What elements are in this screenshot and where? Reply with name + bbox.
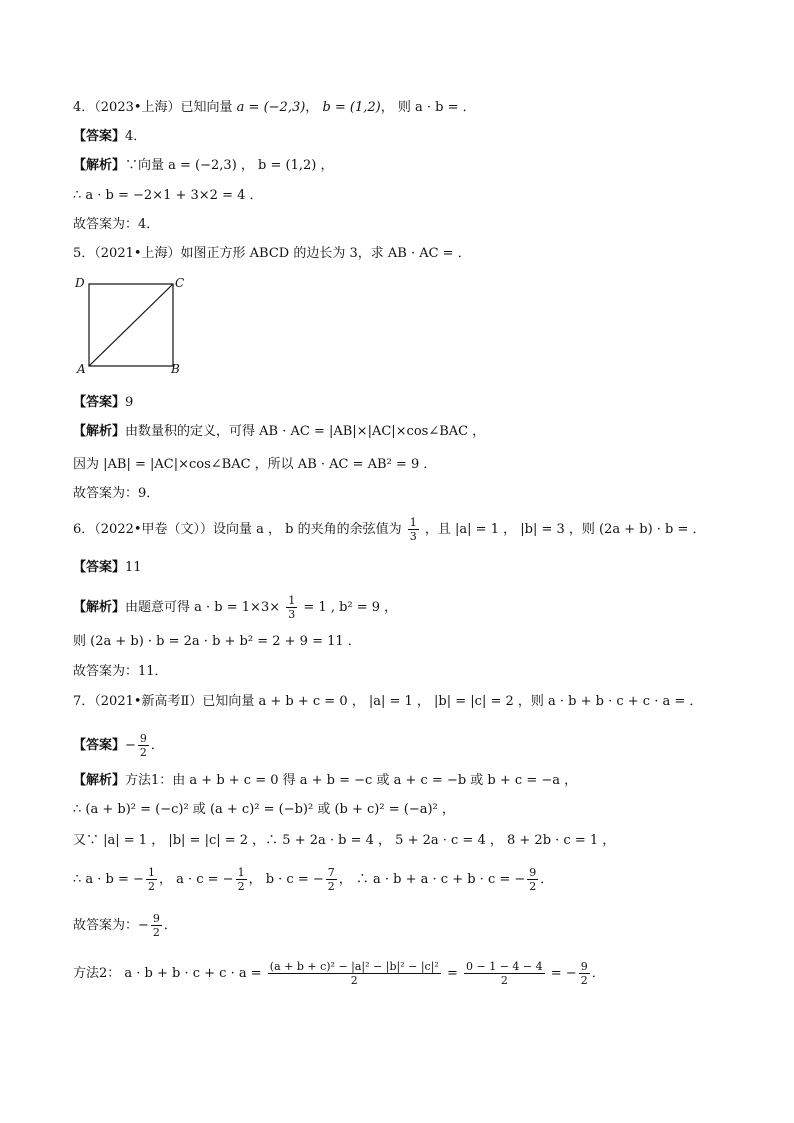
square-figure [73, 274, 193, 378]
q5-final: 故答案为：9． [73, 486, 160, 501]
frac-den: 2 [500, 974, 508, 987]
q6-analysis [73, 594, 397, 621]
frac-num: 0 − 1 − 4 − 4 [466, 960, 543, 973]
q7-analysis [73, 772, 577, 790]
analysis-label: 【解析】 [73, 424, 126, 439]
q6-stem-suffix: ，且 |a| = 1 ， |b| = 3 ，则 (2a + b) · b = ． [424, 522, 706, 537]
frac-num: 1 [288, 594, 296, 607]
frac-num: 1 [237, 866, 245, 879]
analysis-label: 【解析】 [73, 773, 126, 788]
q7-method2-fraction3 [579, 960, 590, 987]
analysis-label: 【解析】 [73, 158, 126, 173]
frac-num: 1 [409, 516, 417, 529]
q6-final: 故答案为：11． [73, 664, 168, 679]
frac-den: 3 [288, 608, 296, 621]
frac-den: 2 [327, 880, 335, 893]
q7-method1-line4 [73, 866, 553, 893]
label-b: B [171, 362, 180, 376]
q7-method1-line2: ∴ (a + b)² = (−c)² 或 (a + c)² = (−b)² 或 (b + c)² = (−a)² ， [73, 802, 455, 817]
q4-vector-a: a = (−2,3) [236, 100, 306, 115]
q4-analysis [73, 157, 333, 175]
q7-bc-label: ， b · c = − [248, 872, 324, 887]
q6-analysis-prefix: 由题意可得 a · b = 1×3× [125, 600, 281, 615]
q7-method2-prefix: 方法2： a · b + b · c + c · a = [73, 966, 262, 981]
q4-stem: 4．（2023•上海）已知向量 a = (−2,3)， b = (1,2)， 则 a · b = ． [73, 100, 476, 115]
q7-sum-label: ， ∴ a · b + a · c + b · c = − [338, 872, 526, 887]
label-c: C [175, 276, 185, 290]
frac-num: 1 [147, 866, 155, 879]
label-d: D [75, 276, 85, 290]
q7-stem: 7．（2021•新高考Ⅱ）已知向量 a + b + c = 0 ， |a| = 1 ， |b| = |c| = 2 ，则 a · b + b · c + c · a = ． [73, 694, 703, 709]
q7-method2-fraction2 [464, 960, 545, 987]
frac-den: 2 [152, 926, 160, 939]
fraction-nine-half [151, 912, 162, 939]
q7-method2 [73, 960, 605, 987]
q7-answer-sign: − [125, 738, 136, 753]
frac-num: 7 [327, 866, 335, 879]
frac-den: 2 [139, 746, 147, 759]
fraction-half [146, 866, 157, 893]
answer-label: 【答案】 [73, 395, 126, 410]
q7-answer-fraction [138, 732, 149, 759]
frac-den: 2 [580, 974, 588, 987]
q4-analysis-line1: ∵向量 a = (−2,3) ， b = (1,2) ， [125, 158, 334, 173]
frac-den: 2 [529, 880, 537, 893]
q4-answer-value: 4． [125, 129, 147, 144]
q5-analysis-line1: 由数量积的定义，可得 AB · AC = |AB|×|AC|×cos∠BAC ， [125, 424, 486, 439]
frac-den: 2 [147, 880, 155, 893]
q7-final-prefix: 故答案为：− [73, 918, 149, 933]
q4-question: 则 a · b = ． [397, 100, 476, 115]
q7-method2-end: ． [591, 966, 605, 981]
analysis-label: 【解析】 [73, 600, 126, 615]
q6-analysis-suffix: = 1 , b² = 9 ， [303, 600, 398, 615]
fraction-one-third [408, 516, 419, 543]
frac-den: 3 [409, 530, 417, 543]
answer-label: 【答案】 [73, 738, 126, 753]
q4-vector-b: b = (1,2) [322, 100, 381, 115]
fraction-half [236, 866, 247, 893]
q5-analysis [73, 423, 485, 441]
q6-stem [73, 516, 706, 543]
q4-analysis-line2: ∴ a · b = −2×1 + 3×2 = 4 ． [73, 188, 263, 203]
q7-answer [73, 732, 164, 759]
q6-stem-prefix: 6．（2022•甲卷（文））设向量 a ， b 的夹角的余弦值为 [73, 522, 402, 537]
q4-answer [73, 128, 146, 146]
q7-final-suffix: ． [163, 918, 177, 933]
q6-answer [73, 559, 142, 577]
q7-method1-line3: 又∵ |a| = 1 ， |b| = |c| = 2 ，∴ 5 + 2a · b = 4 ， 5 + 2a · c = 4 ， 8 + 2b · c = 1 ， [73, 833, 616, 848]
frac-num: 9 [139, 732, 147, 745]
equals-minus: = − [550, 966, 577, 981]
frac-num: 9 [152, 912, 160, 925]
frac-num: 9 [580, 960, 588, 973]
fraction-one-third [286, 594, 297, 621]
q5-analysis-line2: 因为 |AB| = |AC|×cos∠BAC ，所以 AB · AC = AB² = 9 ． [73, 457, 437, 472]
q7-ac-label: ， a · c = − [158, 872, 234, 887]
q4-final: 故答案为：4． [73, 217, 160, 232]
label-a: A [77, 362, 86, 376]
frac-den: 2 [237, 880, 245, 893]
equals-sign: = [446, 966, 458, 981]
frac-den: 2 [350, 974, 358, 987]
q7-final [73, 912, 177, 939]
q7-method2-fraction1 [268, 960, 441, 987]
q7-ab-label: ∴ a · b = − [73, 872, 144, 887]
fraction-seven-half [326, 866, 337, 893]
q7-method1-line1: 方法1：由 a + b + c = 0 得 a + b = −c 或 a + c = −b 或 b + c = −a ， [125, 773, 578, 788]
q5-answer-value: 9 [125, 395, 134, 410]
answer-label: 【答案】 [73, 129, 126, 144]
q6-answer-value: 11 [125, 560, 142, 575]
q4-stem-prefix: 4．（2023•上海）已知向量 [73, 100, 233, 115]
q5-stem: 5．（2021•上海）如图正方形 ABCD 的边长为 3，求 AB · AC = ． [73, 246, 471, 261]
answer-label: 【答案】 [73, 560, 126, 575]
q7-answer-end: ． [150, 738, 164, 753]
q5-answer [73, 394, 133, 412]
fraction-nine-half [527, 866, 538, 893]
diagonal-ac [89, 284, 173, 366]
frac-num: (a + b + c)² − |a|² − |b|² − |c|² [269, 960, 439, 973]
frac-num: 9 [529, 866, 537, 879]
q7-line4-end: ． [540, 872, 554, 887]
q6-analysis-line2: 则 (2a + b) · b = 2a · b + b² = 2 + 9 = 11 ． [73, 634, 361, 649]
